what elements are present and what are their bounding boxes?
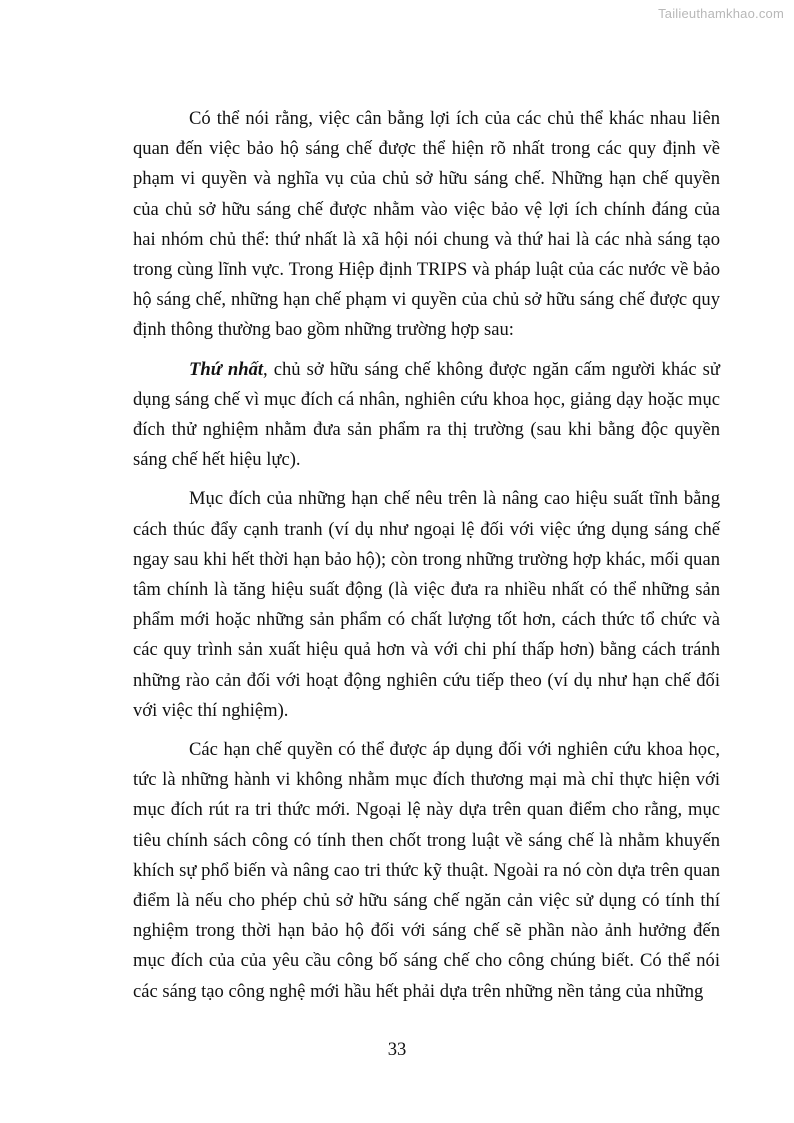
- paragraph-text: Các hạn chế quyền có thể được áp dụng đối với nghiên cứu khoa học, tức là những hành vi không nhằm mục đích thương mại mà chỉ thực hiện với mục đích rút ra tri thức mới. Ngoại lệ này dựa trên quan điểm cho rằng, mục tiêu chính sách công có tính then chốt trong luật về sáng chế là nhằm khuyến khích sự phổ biến và nâng cao tri thức kỹ thuật. Ngoài ra nó còn dựa trên quan điểm là nếu cho phép chủ sở hữu sáng chế ngăn cản việc sử dụng có tính thí nghiệm trong thời hạn bảo hộ đối với sáng chế sẽ phần nào ảnh hưởng đến mục đích của của yêu cầu công bố sáng chế cho công chúng biết. Có thể nói các sáng tạo công nghệ mới hầu hết phải dựa trên những nền tảng của những: [133, 739, 720, 1002]
- paragraph-text: Mục đích của những hạn chế nêu trên là nâng cao hiệu suất tĩnh bằng cách thúc đẩy cạnh tranh (ví dụ như ngoại lệ đối với việc ứng dụng sáng chế ngay sau khi hết thời hạn bảo hộ); còn trong những trường hợp khác, mối quan tâm chính là tăng hiệu suất động (là việc đưa ra nhiều nhất có thể những sản phẩm mới hoặc những sản phẩm có chất lượng tốt hơn, cách thức tổ chức và các quy trình sản xuất hiệu quả hơn và với chi phí thấp hơn) bằng cách tránh những rào cản đối với hoạt động nghiên cứu tiếp theo (ví dụ như hạn chế đối với việc thí nghiệm).: [133, 488, 720, 721]
- paragraph-text: Có thể nói rằng, việc cân bằng lợi ích của các chủ thể khác nhau liên quan đến việc bảo hộ sáng chế được thể hiện rõ nhất trong các quy định về phạm vi quyền và nghĩa vụ của chủ sở hữu sáng chế. Những hạn chế quyền của chủ sở hữu sáng chế được nhằm vào việc bảo vệ lợi ích chính đáng của hai nhóm chủ thể: thứ nhất là xã hội nói chung và thứ hai là các nhà sáng tạo trong cùng lĩnh vực. Trong Hiệp định TRIPS và pháp luật của các nước về bảo hộ sáng chế, những hạn chế phạm vi quyền của chủ sở hữu sáng chế được quy định thông thường bao gồm những trường hợp sau:: [133, 108, 720, 341]
- paragraph-text: , chủ sở hữu sáng chế không được ngăn cấm người khác sử dụng sáng chế vì mục đích cá nhân, nghiên cứu khoa học, giảng dạy hoặc mục đích thử nghiệm nhằm đưa sản phẩm ra thị trường (sau khi bằng độc quyền sáng chế hết hiệu lực).: [133, 358, 720, 471]
- page-number: 33: [387, 1039, 407, 1060]
- paragraph-intro: [133, 104, 720, 346]
- paragraph-lead: Thứ nhất: [189, 358, 264, 380]
- document-body: [133, 104, 720, 1016]
- paragraph-research-exception: [133, 735, 720, 1007]
- paragraph-first-case: [133, 355, 720, 476]
- watermark-text: Tailieuthamkhao.com: [658, 6, 784, 21]
- paragraph-purpose: [133, 484, 720, 726]
